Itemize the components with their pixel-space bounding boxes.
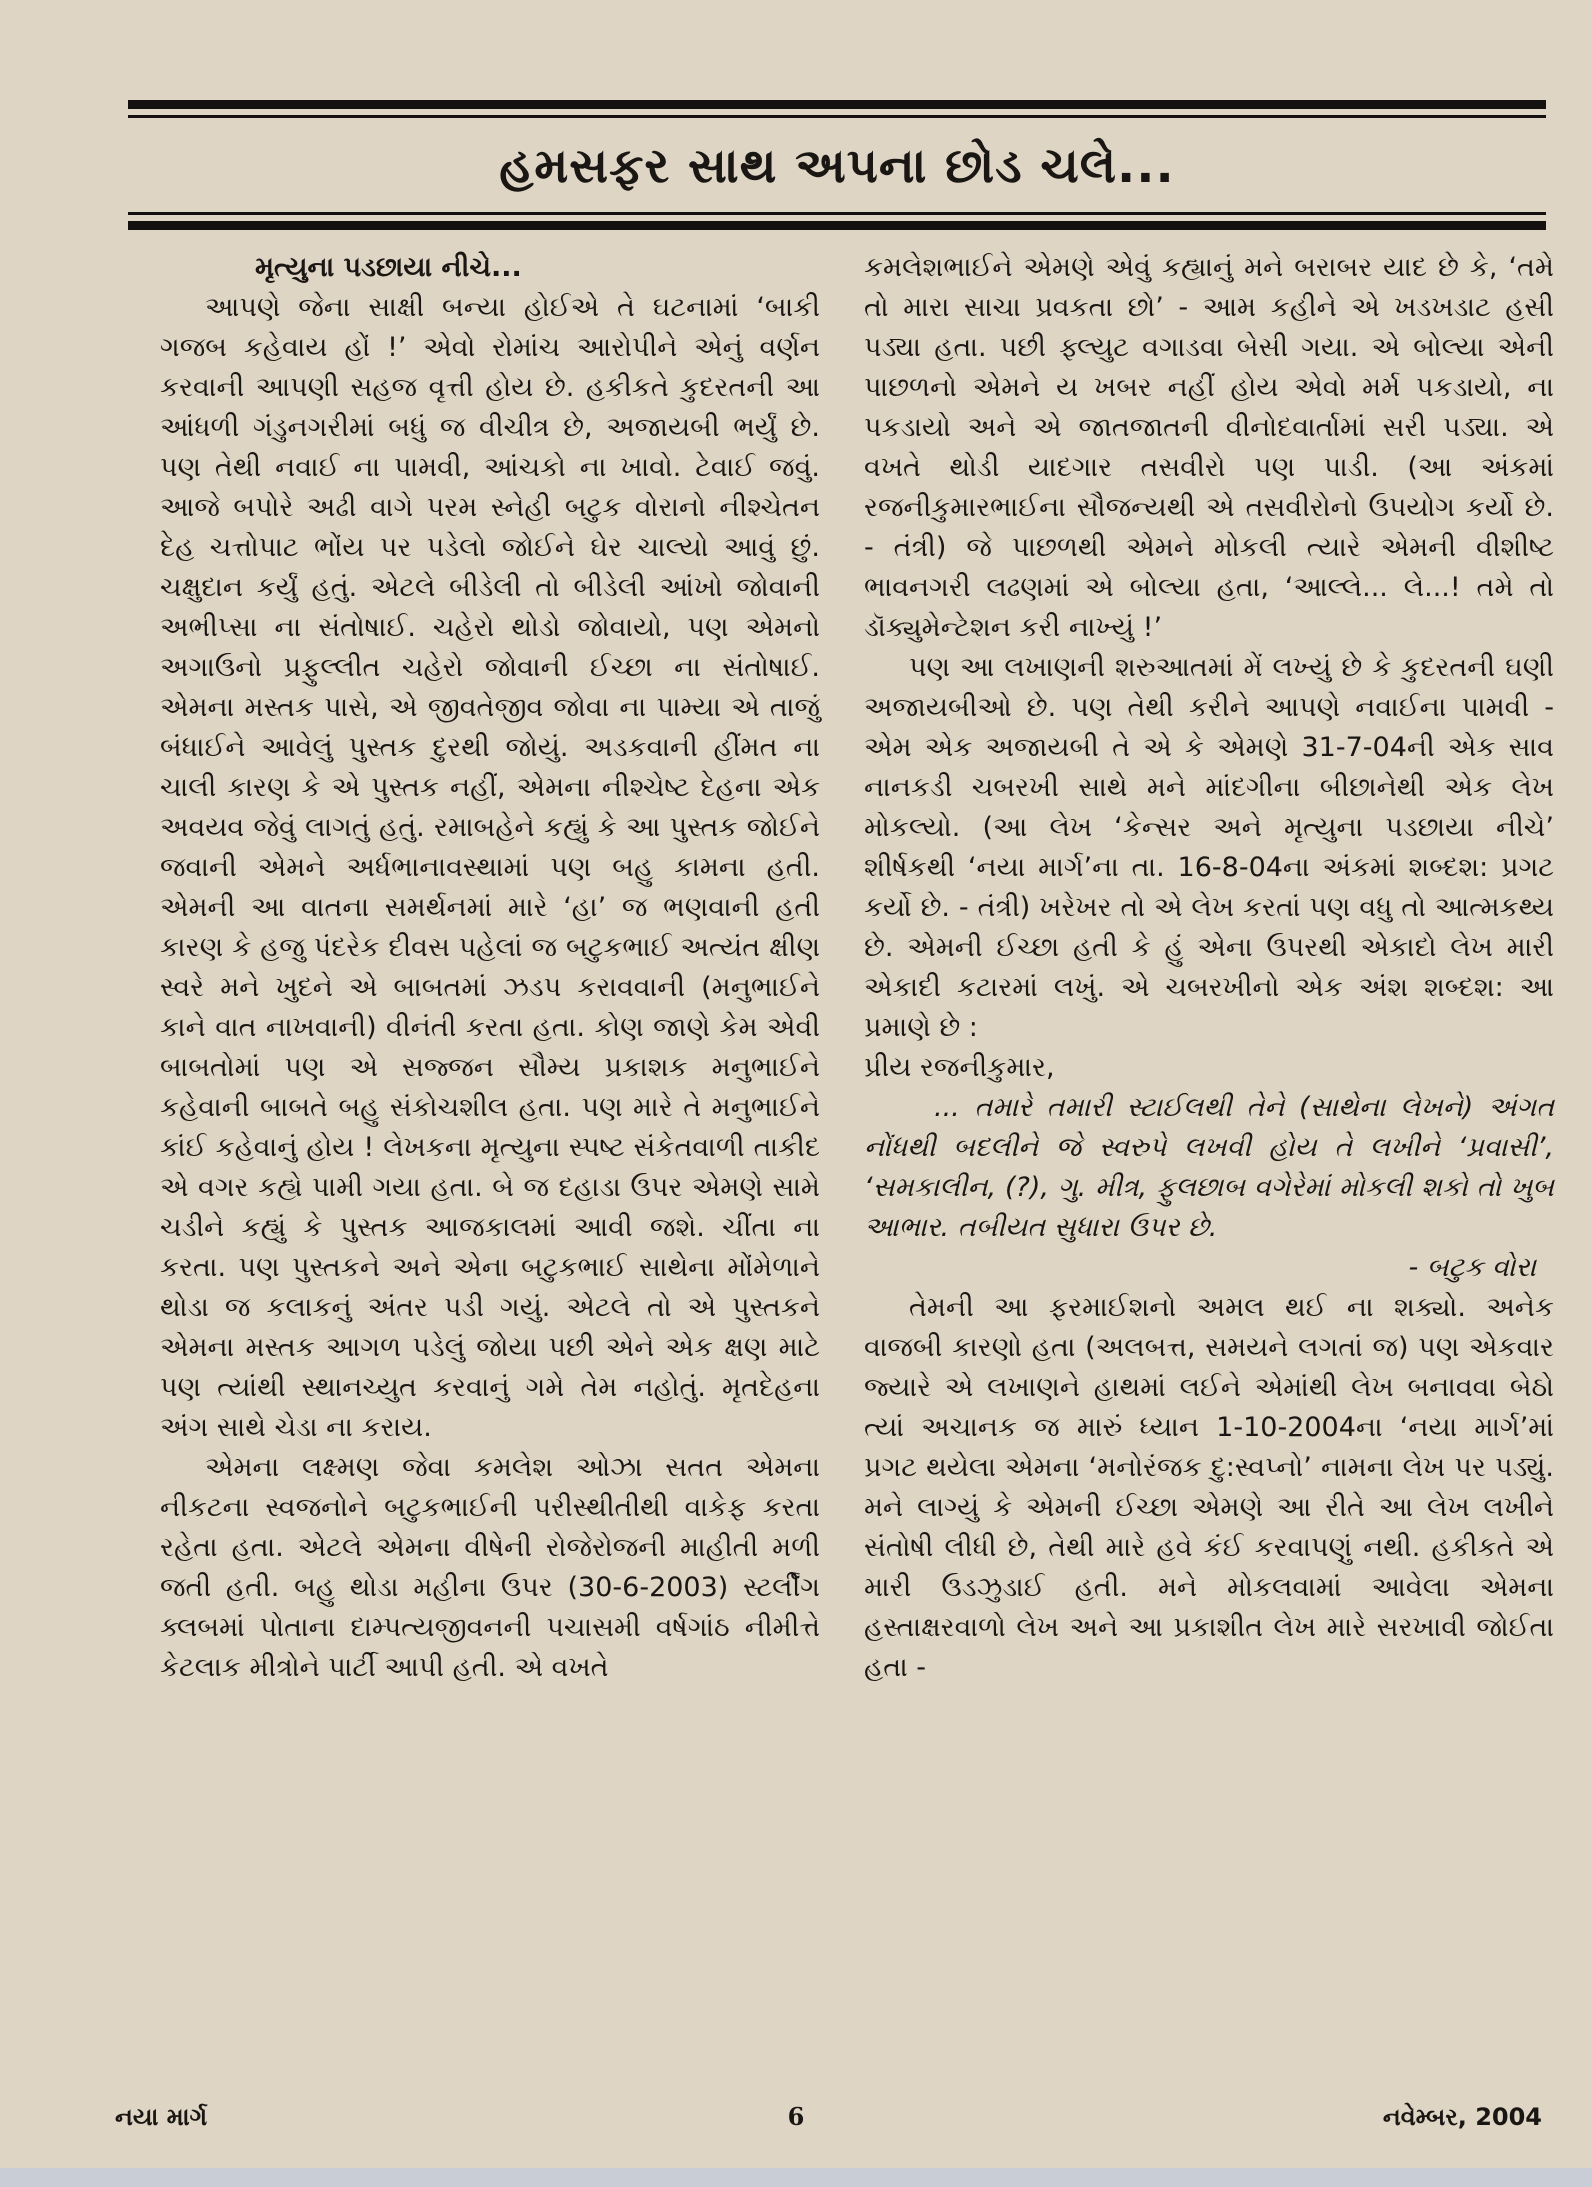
- body-paragraph: પણ આ લખાણની શરુઆતમાં મેં લખ્યું છે કે કુદરતની ઘણી અજાયબીઓ છે. પણ તેથી કરીને આપણે નવાઈના પામવી - એમ એક અજાયબી તે એ કે એમણે 31-7-04ની એક સાવ નાનકડી ચબરખી સાથે મને માંદગીના બીછાનેથી એક લેખ મોકલ્યો. (આ લેખ ‘કેન્સર અને મૃત્યુના પડછાયા નીચે’ શીર્ષકથી ‘નયા માર્ગ’ના તા. 16-8-04ના અંકમાં શબ્દશ: પ્રગટ કર્યો છે. - તંત્રી) ખરેખર તો એ લેખ કરતાં પણ વધુ તો આત્મકથ્ય છે. એમની ઈચ્છા હતી કે હું એના ઉપરથી એકાદો લેખ મારી એકાદી કટારમાં લખું. એ ચબરખીનો એક અંશ શબ્દશ: આ પ્રમાણે છે :: [864, 652, 1554, 1043]
- footer-publication: નયા માર્ગ: [115, 2103, 208, 2131]
- letter-salutation: પ્રીય રજનીકુમાર,: [864, 1052, 1055, 1083]
- left-column: [160, 248, 820, 1688]
- top-rule-thick: [128, 100, 1546, 109]
- letter-signature: - બટુક વોરા: [1408, 1252, 1536, 1283]
- top-rule-thin: [128, 115, 1546, 118]
- footer-issue-date: નવેમ્બર, 2004: [1382, 2103, 1542, 2131]
- body-paragraph: એમના લક્ષ્મણ જેવા કમલેશ ઓઝા સતત એમના નીકટના સ્વજનોને બટુકભાઈની પરીસ્થીતીથી વાકેફ કરતા રહેતા હતા. એટલે એમના વીષેની રોજેરોજની માહીતી મળી જતી હતી. બહુ થોડા મહીના ઉપર (30-6-2003) સ્ટર્લીંગ ક્લબમાં પોતાના દામ્પત્યજીવનની પચાસમી વર્ષગાંઠ નીમીત્તે કેટલાક મીત્રોને પાર્ટી આપી હતી. એ વખતે: [160, 1452, 820, 1683]
- footer-page-number: 6: [787, 2102, 805, 2131]
- right-column: [864, 248, 1554, 1688]
- article-title: હમસફર સાથ અપના છોડ ચલે...: [499, 138, 1175, 194]
- scan-bottom-edge: [0, 2168, 1592, 2187]
- header-bottom-rule-thick: [128, 221, 1546, 230]
- body-paragraph: કમલેશભાઈને એમણે એવું કહ્યાનું મને બરાબર યાદ છે કે, ‘તમે તો મારા સાચા પ્રવકતા છો’ - આમ કહીને એ ખડખડાટ હસી પડ્યા હતા. પછી ફ્લ્યુટ વગાડવા બેસી ગયા. એ બોલ્યા એની પાછળનો એમને ય ખબર નહીં હોય એવો મર્મ પકડાયો, ના પકડાયો અને એ જાતજાતની વીનોદવાર્તામાં સરી પડ્યા. એ વખતે થોડી યાદગાર તસવીરો પણ પાડી. (આ અંકમાં રજનીકુમારભાઈના સૌજન્યથી એ તસવીરોનો ઉપયોગ કર્યો છે. - તંત્રી) જે પાછળથી એમને મોકલી ત્યારે એમની વીશીષ્ટ ભાવનગરી લઢણમાં એ બોલ્યા હતા, ‘આલ્લે... લે...! તમે તો ડૉક્યુમેન્ટેશન કરી નાખ્યું !’: [864, 252, 1554, 643]
- body-paragraph: તેમની આ ફરમાઈશનો અમલ થઈ ના શક્યો. અનેક વાજબી કારણો હતા (અલબત્ત, સમયને લગતાં જ) પણ એકવાર જ્યારે એ લખાણને હાથમાં લઈને એમાંથી લેખ બનાવવા બેઠો ત્યાં અચાનક જ મારું ધ્યાન 1-10-2004ના ‘નયા માર્ગ’માં પ્રગટ થયેલા એમના ‘મનોરંજક દુ:સ્વપ્નો’ નામના લેખ પર પડ્યું. મને લાગ્યું કે એમની ઈચ્છા એમણે આ રીતે આ લેખ લખીને સંતોષી લીધી છે, તેથી મારે હવે કંઈ કરવાપણું નથી. હકીકતે એ મારી ઉડઝુડાઈ હતી. મને મોકલવામાં આવેલા એમના હસ્તાક્ષરવાળો લેખ અને આ પ્રકાશીત લેખ મારે સરખાવી જોઈતા હતા -: [864, 1292, 1554, 1683]
- letter-quote: ... તમારે તમારી સ્ટાઈલથી તેને (સાથેના લેખને) અંગત નોંધથી બદલીને જે સ્વરુપે લખવી હોય તે લખીને ‘પ્રવાસી’, ‘સમકાલીન, (?), ગુ. મીત્ર, ફુલછાબ વગેરેમાં મોકલી શકો તો ખુબ આભાર. તબીયત સુધારા ઉપર છે.: [864, 1092, 1554, 1243]
- header-bottom-rule-thin: [128, 212, 1546, 215]
- section-subheading: મૃત્યુના પડછાયા નીચે...: [255, 252, 522, 283]
- body-paragraph: આપણે જેના સાક્ષી બન્યા હોઈએ તે ઘટનામાં ‘બાકી ગજબ કહેવાય હોં !’ એવો રોમાંચ આરોપીને એનું વર્ણન કરવાની આપણી સહજ વૃત્તી હોય છે. હકીકતે કુદરતની આ આંધળી ગંડુનગરીમાં બધું જ વીચીત્ર છે, અજાયબી ભર્યું છે. પણ તેથી નવાઈ ના પામવી, આંચકો ના ખાવો. ટેવાઈ જવું. આજે બપોરે અઢી વાગે પરમ સ્નેહી બટુક વોરાનો નીશ્ચેતન દેહ ચત્તોપાટ ભોંય પર પડેલો જોઈને ઘેર ચાલ્યો આવું છું. ચક્ષુદાન કર્યું હતું. એટલે બીડેલી તો બીડેલી આંખો જોવાની અભીપ્સા ના સંતોષાઈ. ચહેરો થોડો જોવાયો, પણ એમનો અગાઉનો પ્રફુલ્લીત ચહેરો જોવાની ઈચ્છા ના સંતોષાઈ. એમના મસ્તક પાસે, એ જીવતેજીવ જોવા ના પામ્યા એ તાજું બંધાઈને આવેલું પુસ્તક દુરથી જોયું. અડકવાની હીંમત ના ચાલી કારણ કે એ પુસ્તક નહીં, એમના નીશ્ચેષ્ટ દેહના એક અવયવ જેવું લાગતું હતું. રમાબહેને કહ્યું કે આ પુસ્તક જોઈને જવાની એમને અર્ધભાનાવસ્થામાં પણ બહુ કામના હતી. એમની આ વાતના સમર્થનમાં મારે ‘હા’ જ ભણવાની હતી કારણ કે હજુ પંદરેક દીવસ પહેલાં જ બટુકભાઈ અત્યંત ક્ષીણ સ્વરે મને ખુદને એ બાબતમાં ઝડપ કરાવવાની (મનુભાઈને કાને વાત નાખવાની) વીનંતી કરતા હતા. કોણ જાણે કેમ એવી બાબતોમાં પણ એ સજ્જન સૌમ્ય પ્રકાશક મનુભાઈને કહેવાની બાબતે બહુ સંકોચશીલ હતા. પણ મારે તે મનુભાઈને કાંઈ કહેવાનું હોય ! લેખકના મૃત્યુના સ્પષ્ટ સંકેતવાળી તાકીદ એ વગર કહ્યે પામી ગયા હતા. બે જ દહાડા ઉપર એમણે સામે ચડીને કહ્યું કે પુસ્તક આજકાલમાં આવી જશે. ચીંતા ના કરતા. પણ પુસ્તકને અને એના બટુકભાઈ સાથેના મોંમેળાને થોડા જ કલાકનું અંતર પડી ગયું. એટલે તો એ પુસ્તકને એમના મસ્તક આગળ પડેલું જોયા પછી એને એક ક્ષણ માટે પણ ત્યાંથી સ્થાનચ્યુત કરવાનું ગમે તેમ નહોતું. મૃતદેહના અંગ સાથે ચેડા ના કરાય.: [160, 292, 820, 1443]
